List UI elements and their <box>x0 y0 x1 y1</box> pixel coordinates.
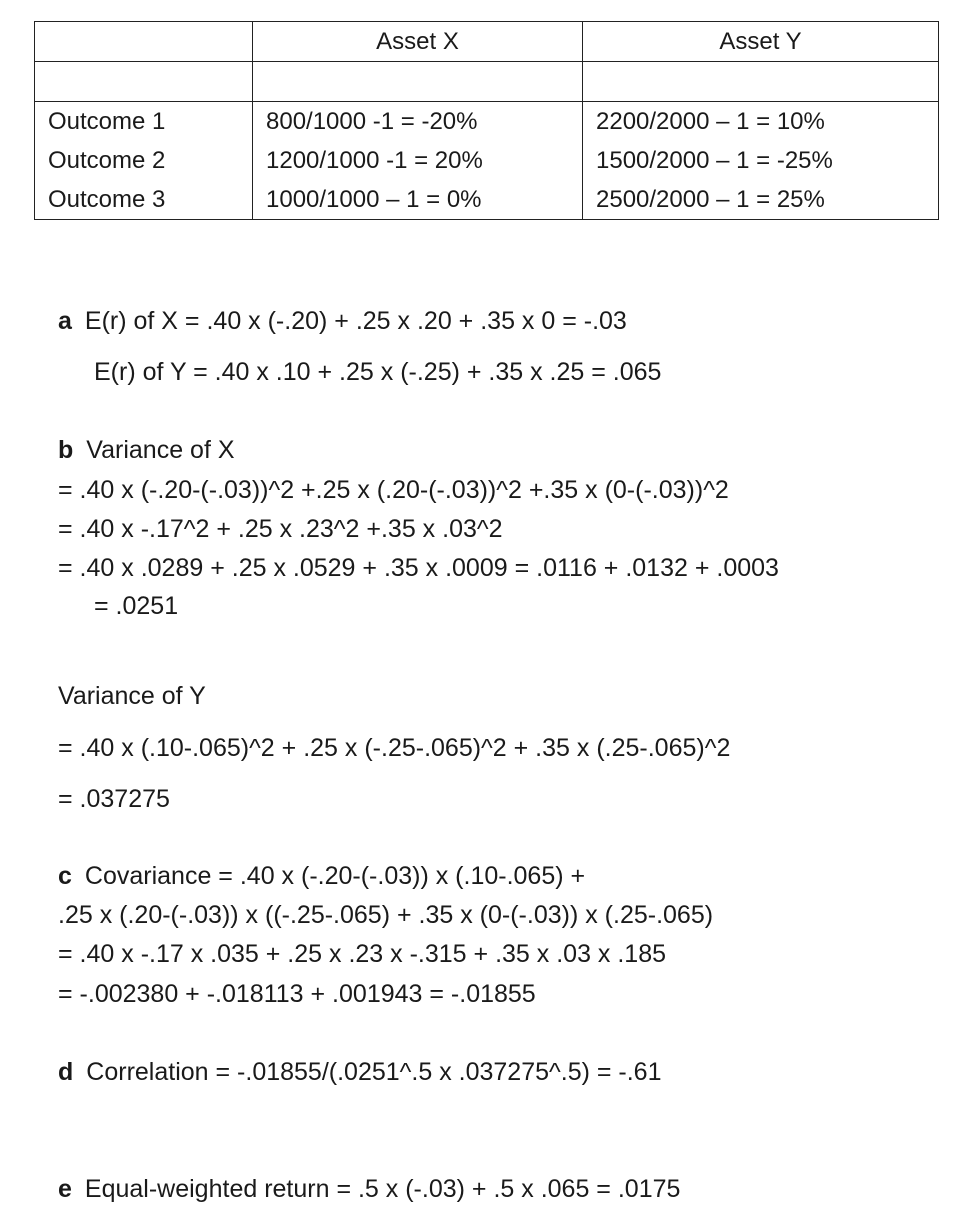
variance-x-step-3: = .40 x .0289 + .25 x .0529 + .35 x .0009 = .0116 + .0132 + .0003 <box>58 554 779 582</box>
asset-y-return: 1500/2000 – 1 = -25% <box>583 141 939 180</box>
table-header-row <box>35 22 939 62</box>
outcome-label: Outcome 2 <box>35 141 253 180</box>
outcome-label: Outcome 3 <box>35 180 253 220</box>
part-e-label: e <box>58 1175 72 1203</box>
part-e-line <box>58 1174 680 1204</box>
asset-y-return: 2500/2000 – 1 = 25% <box>583 180 939 220</box>
table-row <box>35 180 939 220</box>
covariance-result: = -.002380 + -.018113 + .001943 = -.01855 <box>58 980 536 1008</box>
variance-x-title: Variance of X <box>86 436 235 464</box>
part-a-label: a <box>58 307 72 335</box>
variance-x-result: = .0251 <box>94 592 179 620</box>
asset-x-return: 1200/1000 -1 = 20% <box>253 141 583 180</box>
outcome-label: Outcome 1 <box>35 102 253 142</box>
header-asset-x: Asset X <box>253 22 583 62</box>
asset-y-return: 2200/2000 – 1 = 10% <box>583 102 939 142</box>
expected-return-x: E(r) of X = .40 x (-.20) + .25 x .20 + .35 x 0 = -.03 <box>84 307 627 335</box>
part-b-label: b <box>58 436 74 464</box>
table-cell <box>583 62 939 102</box>
header-cell-empty <box>35 22 253 62</box>
covariance-formula: Covariance = .40 x (-.20-(-.03)) x (.10-.065) + <box>84 862 586 890</box>
variance-y-result: = .037275 <box>58 785 170 813</box>
returns-table <box>34 21 939 220</box>
part-d-line <box>58 1057 662 1087</box>
variance-y-step-1: = .40 x (.10-.065)^2 + .25 x (-.25-.065)^2 + .35 x (.25-.065)^2 <box>58 734 731 762</box>
part-b-heading <box>58 435 235 465</box>
table-blank-row <box>35 62 939 102</box>
part-a-line-1 <box>58 306 627 336</box>
asset-x-return: 1000/1000 – 1 = 0% <box>253 180 583 220</box>
variance-y-title: Variance of Y <box>58 682 206 710</box>
covariance-step-1: .25 x (.20-(-.03)) x ((-.25-.065) + .35 x (0-(-.03)) x (.25-.065) <box>58 901 714 929</box>
table-row <box>35 102 939 142</box>
variance-x-step-2: = .40 x -.17^2 + .25 x .23^2 +.35 x .03^2 <box>58 515 503 543</box>
equal-weighted-return: Equal-weighted return = .5 x (-.03) + .5 x .065 = .0175 <box>84 1175 681 1203</box>
variance-x-step-1: = .40 x (-.20-(-.03))^2 +.25 x (.20-(-.03))^2 +.35 x (0-(-.03))^2 <box>58 476 729 504</box>
table-row <box>35 141 939 180</box>
asset-x-return: 800/1000 -1 = -20% <box>253 102 583 142</box>
table-cell <box>253 62 583 102</box>
covariance-step-2: = .40 x -.17 x .035 + .25 x .23 x -.315 + .35 x .03 x .185 <box>58 940 667 968</box>
part-c-label: c <box>58 862 72 890</box>
part-d-label: d <box>58 1058 74 1086</box>
part-c-line-1 <box>58 861 585 891</box>
table-cell <box>35 62 253 102</box>
correlation-formula: Correlation = -.01855/(.0251^.5 x .037275^.5) = -.61 <box>86 1058 662 1086</box>
header-asset-y: Asset Y <box>583 22 939 62</box>
expected-return-y: E(r) of Y = .40 x .10 + .25 x (-.25) + .35 x .25 = .065 <box>94 358 662 386</box>
